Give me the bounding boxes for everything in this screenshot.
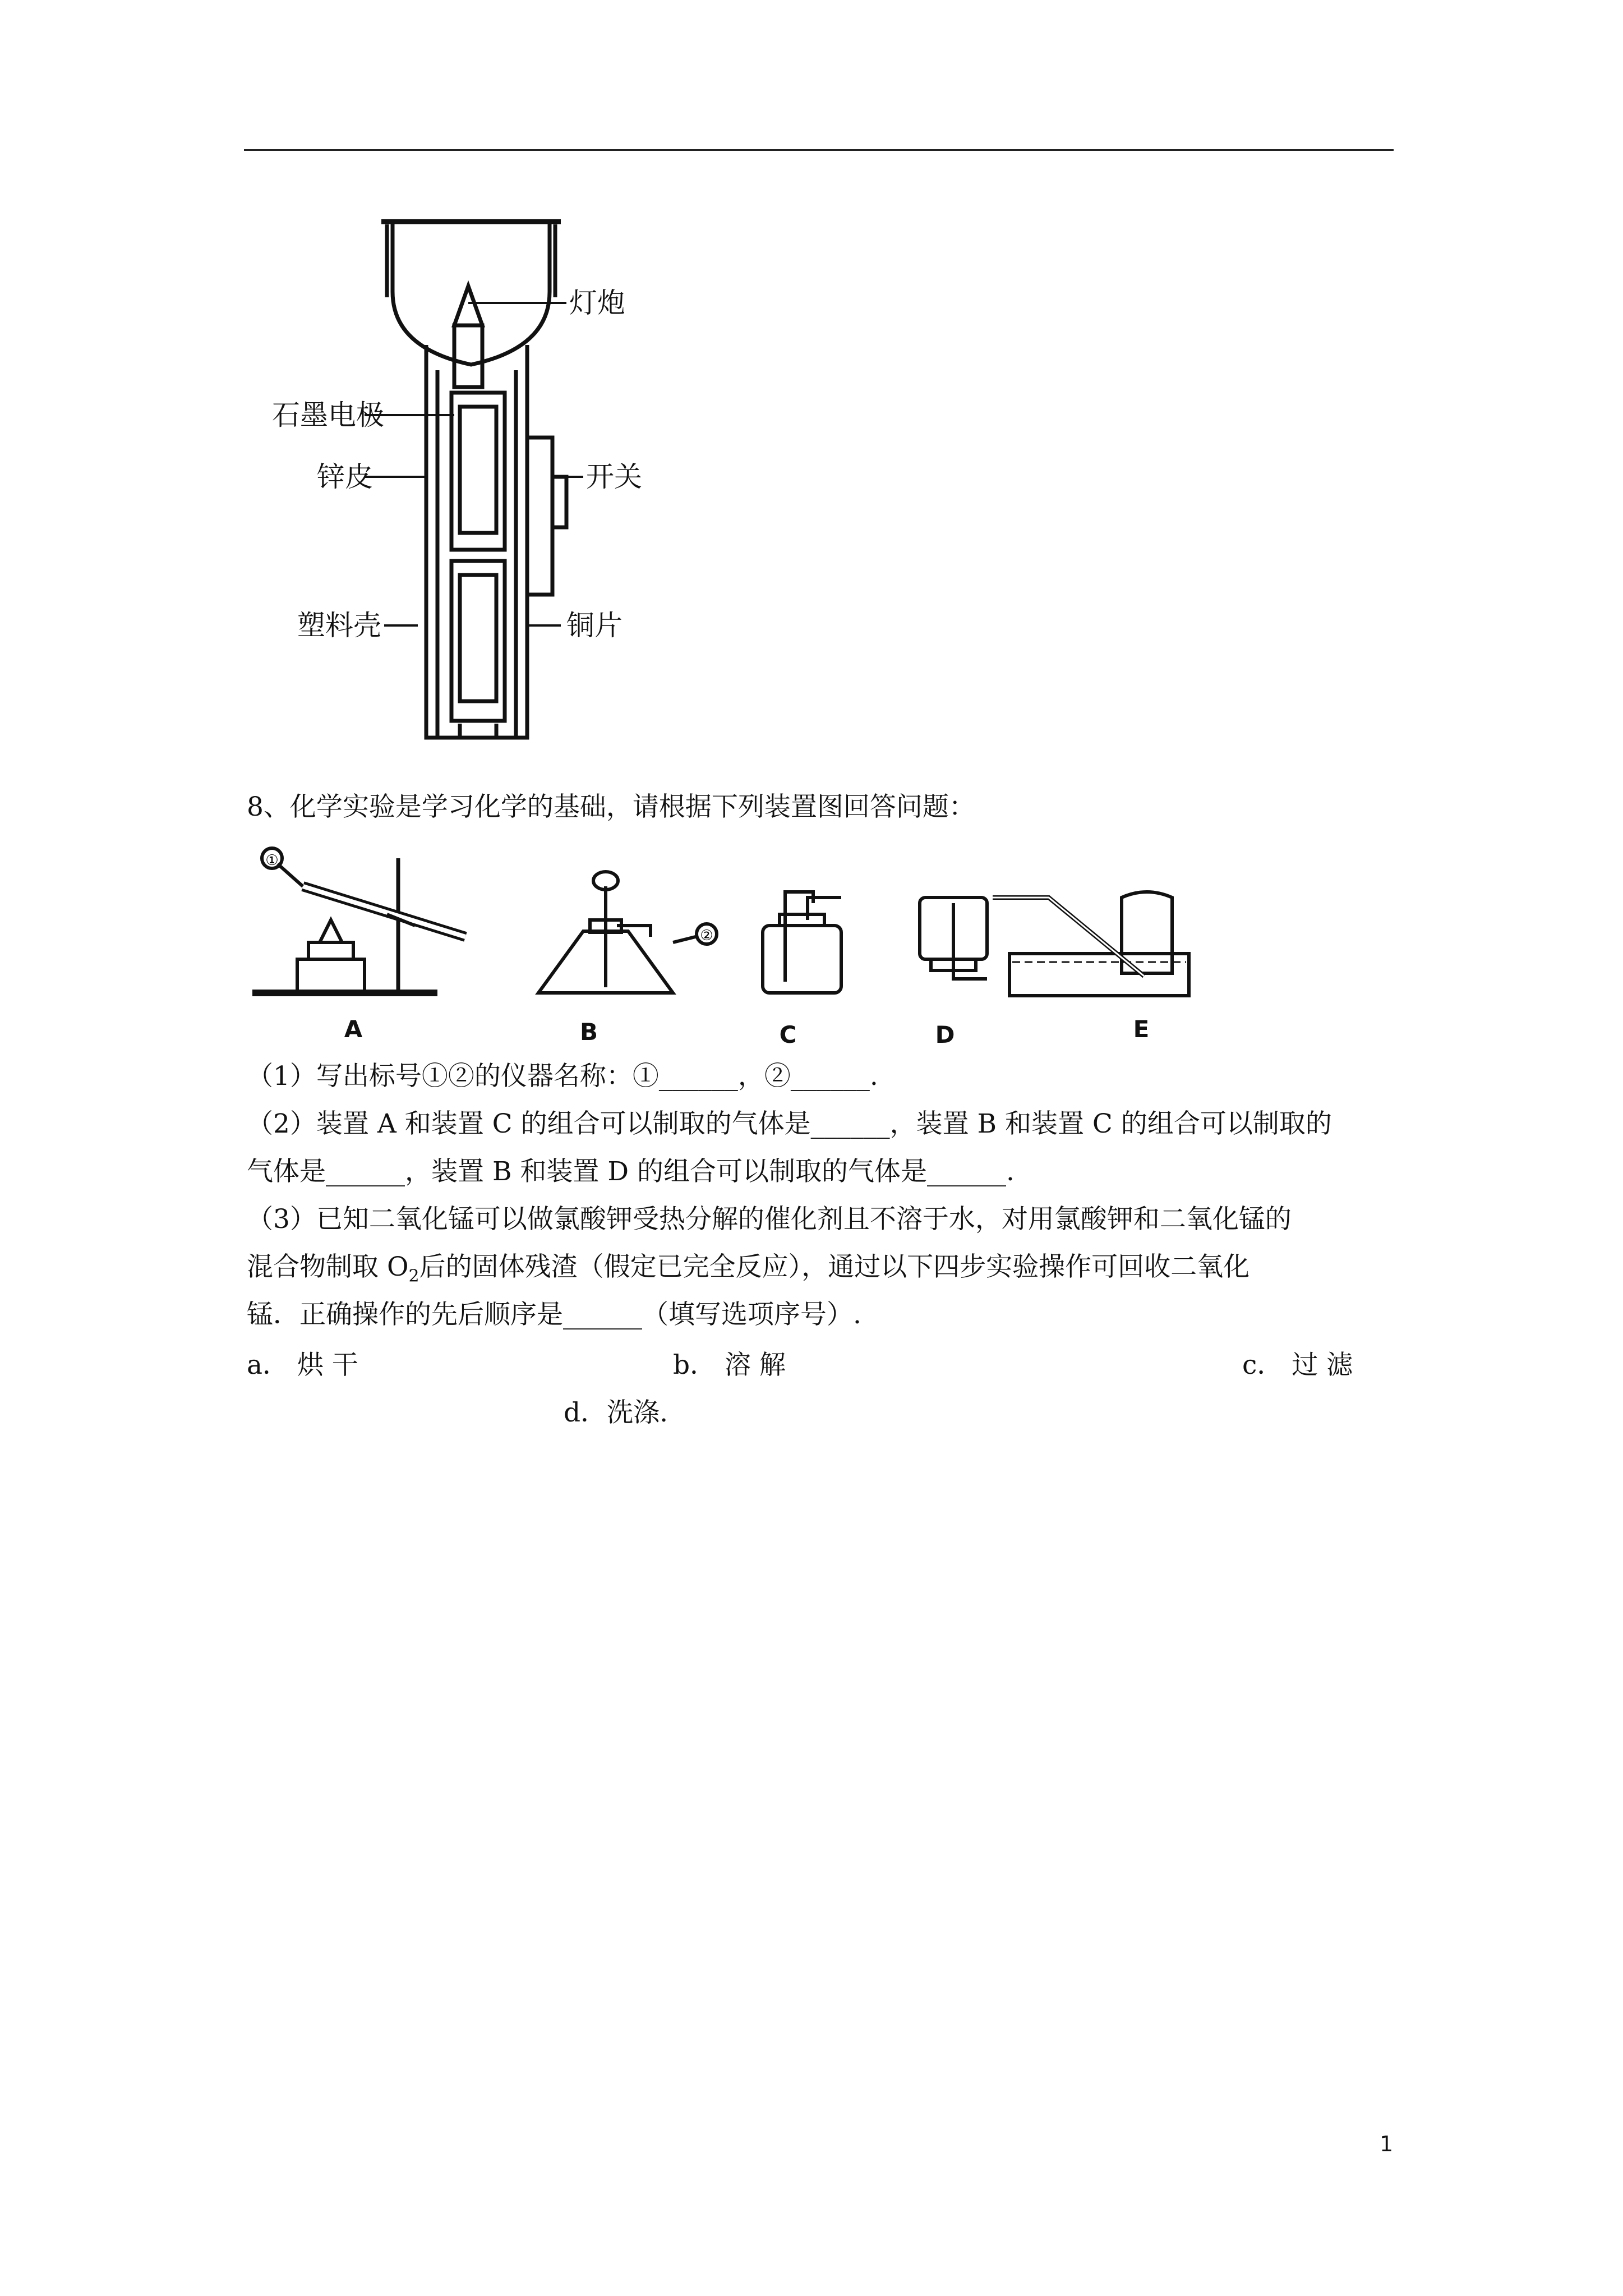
question8-sub3-line2 — [247, 1251, 1249, 1287]
apparatus-label-a: A — [344, 1015, 363, 1043]
header-rule — [244, 149, 1394, 151]
label-plastic-shell: 塑料壳 — [297, 609, 381, 642]
question8-sub2-line1: （2）装置 A 和装置 C 的组合可以制取的气体是______，装置 B 和装置 C 的组合可以制取的 — [247, 1108, 1332, 1139]
apparatus-label-e: E — [1133, 1015, 1150, 1043]
sub3-line2-pre: 混合物制取 O — [247, 1251, 409, 1282]
question8-title: 8、化学实验是学习化学的基础，请根据下列装置图回答问题： — [247, 792, 975, 822]
apparatus-label-d: D — [935, 1021, 955, 1048]
label-copper-sheet: 铜片 — [566, 609, 623, 642]
sub3-line2-post: 后的固体残渣（假定已完全反应），通过以下四步实验操作可回收二氧化 — [419, 1251, 1250, 1282]
marker-2: ② — [700, 927, 713, 944]
label-bulb: 灯炮 — [569, 287, 625, 319]
label-zinc-skin: 锌皮 — [317, 461, 373, 493]
question8-sub1: （1）写出标号①②的仪器名称：①______，②______. — [247, 1061, 878, 1092]
option-b: b． 溶 解 — [673, 1350, 786, 1381]
question8-sub2-line2: 气体是______，装置 B 和装置 D 的组合可以制取的气体是______. — [247, 1156, 1015, 1187]
question8-sub3-line1: （3）已知二氧化锰可以做氯酸钾受热分解的催化剂且不溶于水，对用氯酸钾和二氧化锰的 — [247, 1204, 1292, 1235]
label-switch: 开关 — [586, 461, 642, 493]
apparatus-diagram — [247, 841, 1256, 1055]
o2-subscript: 2 — [408, 1266, 419, 1286]
option-a: a． 烘 干 — [247, 1350, 358, 1381]
apparatus-label-b: B — [579, 1018, 598, 1046]
apparatus-label-c: C — [779, 1021, 797, 1048]
option-c: c． 过 滤 — [1242, 1350, 1353, 1381]
apparatus-figure — [247, 841, 1256, 1055]
question8-sub3-line3: 锰．正确操作的先后顺序是______（填写选项序号）. — [247, 1299, 861, 1330]
label-graphite-electrode: 石墨电极 — [272, 399, 384, 431]
marker-1: ① — [265, 852, 279, 869]
option-d: d．洗涤. — [564, 1397, 668, 1428]
page-number: 1 — [1380, 2132, 1394, 2156]
